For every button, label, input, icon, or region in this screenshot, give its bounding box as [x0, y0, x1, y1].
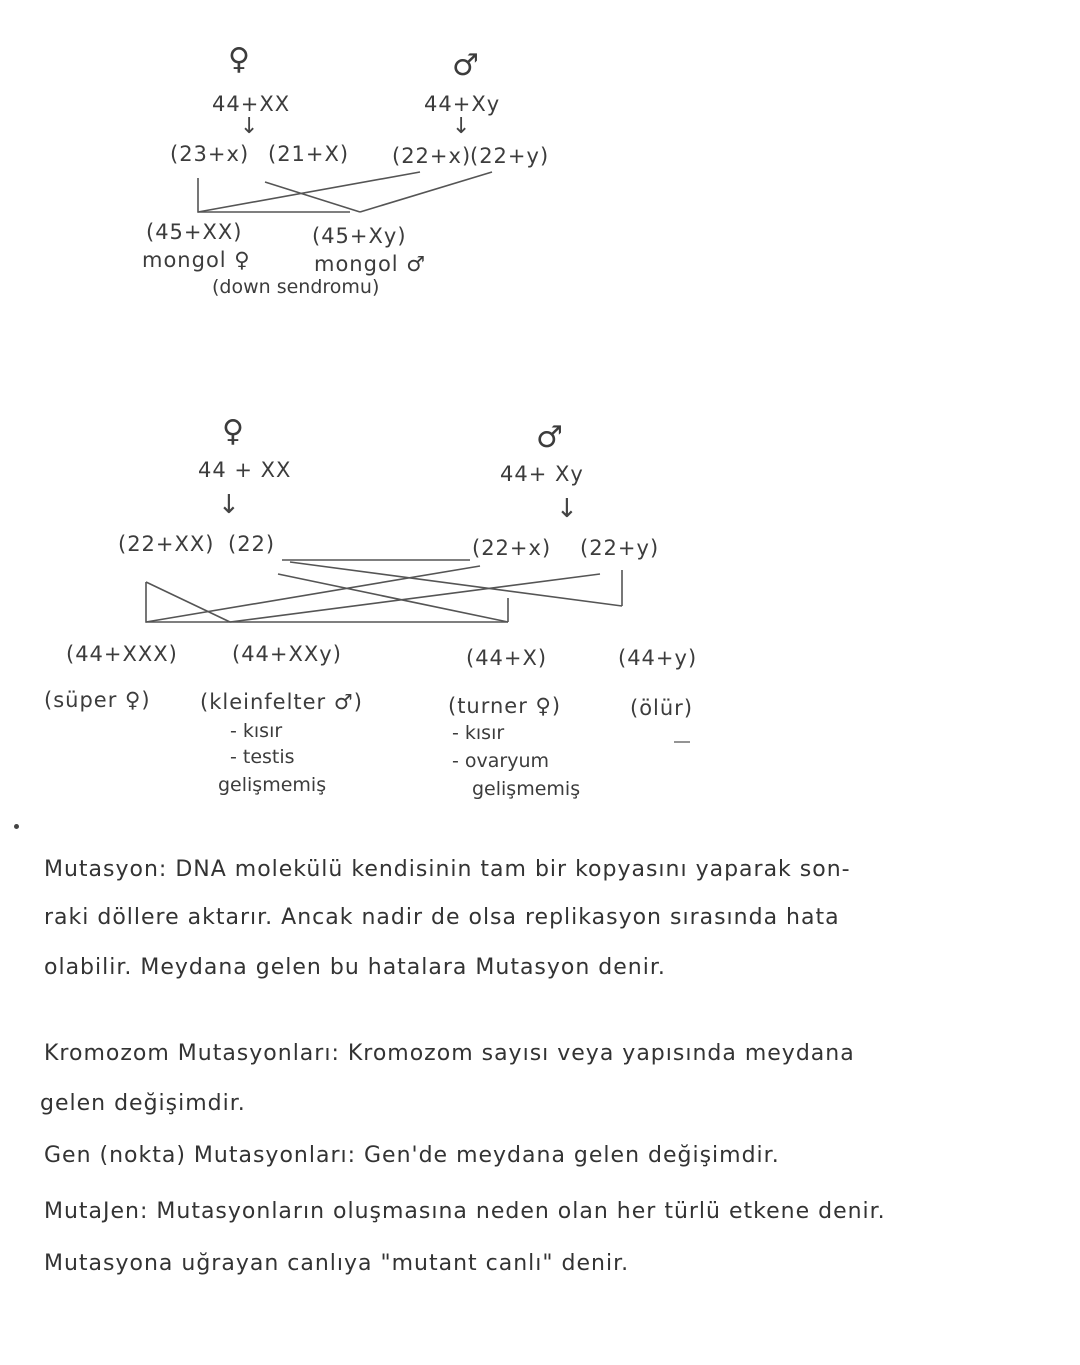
- kromozom-line: Kromozom Mutasyonları: Kromozom sayısı veya yapısında meydana: [44, 1041, 855, 1066]
- cross2-male-genotype: 44+ Xy: [500, 462, 584, 486]
- gamete: (22+x): [472, 536, 552, 560]
- offspring-genotype: (45+XX): [146, 220, 243, 244]
- offspring-genotype: (44+XXX): [66, 642, 178, 666]
- offspring-genotype: (44+y): [618, 646, 698, 670]
- syndrome-note: (down sendromu): [212, 276, 380, 298]
- kromozom-line: gelen değişimdir.: [40, 1091, 246, 1116]
- mutasyon-line: olabilir. Meydana gelen bu hatalara Mutasyon denir.: [44, 955, 666, 980]
- gamete: (22+x): [392, 144, 472, 168]
- cross2-female-genotype: 44 + XX: [198, 458, 292, 482]
- offspring-note: - testis: [230, 746, 295, 768]
- offspring-note: gelişmemiş: [472, 778, 581, 800]
- gamete: (22): [228, 532, 276, 556]
- gamete: (23+x): [170, 142, 250, 166]
- mutant-line: Mutasyona uğrayan canlıya "mutant canlı" denir.: [44, 1251, 630, 1276]
- gamete: (21+X): [268, 142, 350, 166]
- down-arrow-icon: ↓: [556, 494, 578, 524]
- margin-dot: [14, 824, 19, 829]
- cross1-female-genotype: 44+XX: [212, 92, 291, 116]
- offspring-genotype: (44+XXy): [232, 642, 342, 666]
- offspring-genotype: (44+X): [466, 646, 548, 670]
- down-arrow-icon: ↓: [452, 114, 471, 139]
- offspring-note: - kısır: [230, 720, 283, 742]
- down-arrow-icon: ↓: [218, 490, 240, 520]
- offspring-label: (turner ♀): [448, 694, 562, 718]
- offspring-note: gelişmemiş: [218, 774, 327, 796]
- offspring-note: - ovaryum: [452, 750, 550, 772]
- gamete: (22+y): [470, 144, 550, 168]
- female-symbol-icon: ♀: [222, 414, 244, 449]
- female-symbol-icon: ♀: [228, 42, 250, 77]
- gen-mutasyon-line: Gen (nokta) Mutasyonları: Gen'de meydana gelen değişimdir.: [44, 1143, 780, 1168]
- offspring-label: (kleinfelter ♂): [200, 690, 363, 714]
- male-symbol-icon: ♂: [452, 48, 479, 83]
- gamete: (22+y): [580, 536, 660, 560]
- offspring-label: mongol ♀: [142, 248, 251, 272]
- offspring-label: (süper ♀): [44, 688, 151, 712]
- offspring-genotype: (45+Xy): [312, 224, 407, 248]
- gamete: (22+XX): [118, 532, 215, 556]
- mutajen-line: MutaJen: Mutasyonların oluşmasına neden olan her türlü etkene denir.: [44, 1199, 886, 1224]
- male-symbol-icon: ♂: [536, 420, 563, 455]
- offspring-label: (ölür): [630, 696, 694, 720]
- mutasyon-line: raki döllere aktarır. Ancak nadir de olsa replikasyon sırasında hata: [44, 905, 840, 930]
- down-arrow-icon: ↓: [240, 114, 259, 139]
- cross1-male-genotype: 44+Xy: [424, 92, 501, 116]
- offspring-note: - kısır: [452, 722, 505, 744]
- offspring-label: mongol ♂: [314, 252, 427, 276]
- mutasyon-line: Mutasyon: DNA molekülü kendisinin tam bir kopyasını yaparak son-: [44, 857, 851, 882]
